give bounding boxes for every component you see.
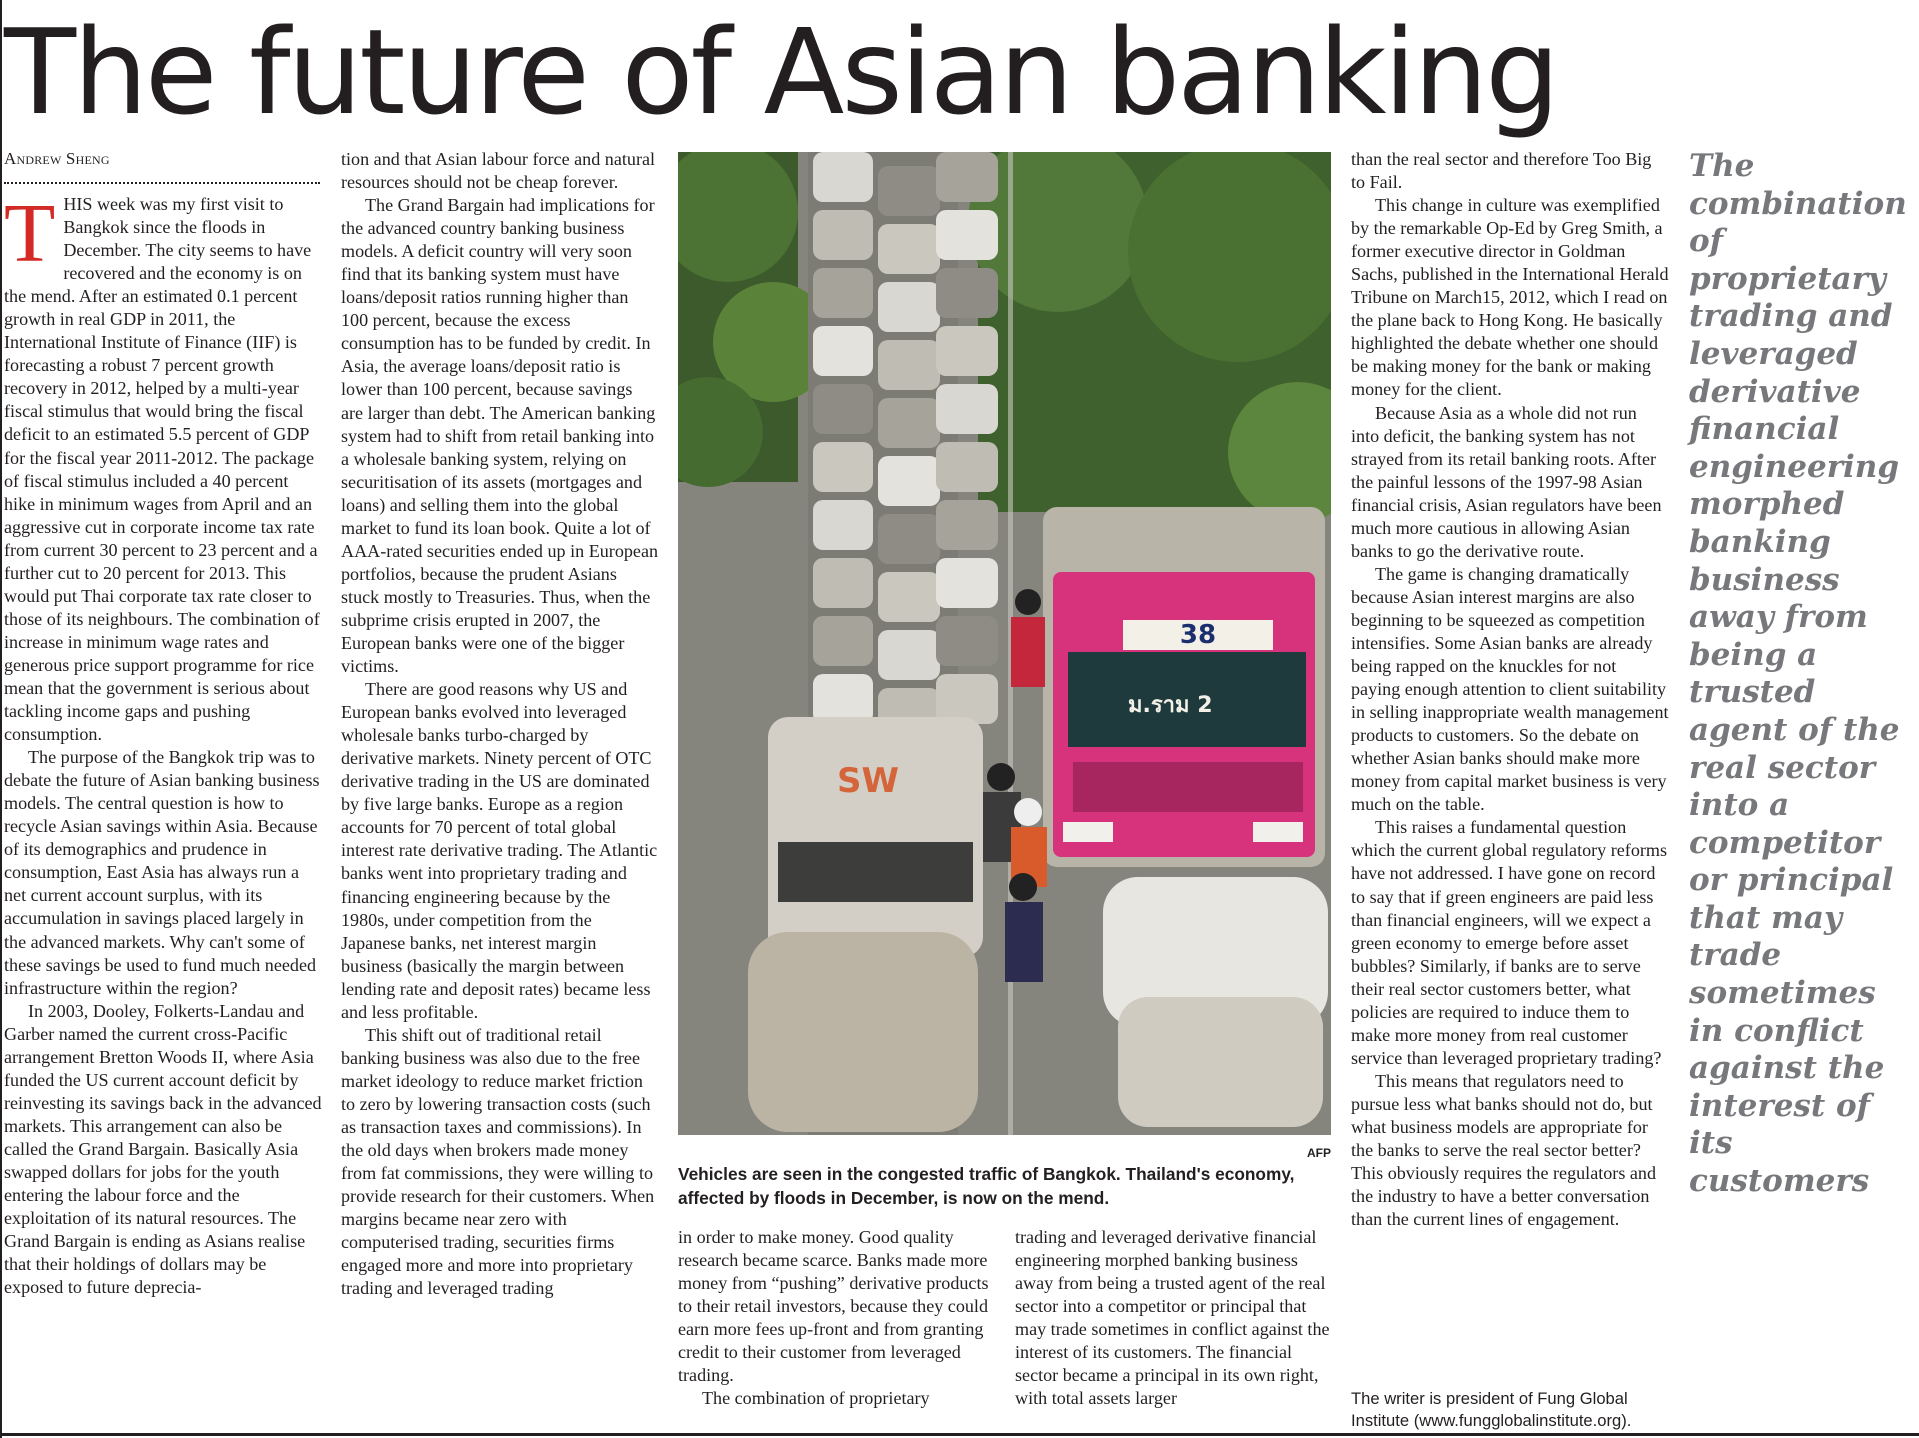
paragraph: This means that regulators need to pursue less what banks should not do, but what business models are appropriate for the banks to serve the real sector better? This obviously requires the regulators and the industry to have a better conversation than the current lines of engagement. (1351, 1070, 1657, 1230)
article-column-2 (341, 148, 659, 1300)
lead-text: HIS week was my first visit to Bangkok since the floods in December. The city seems to have recovered and the economy is on the mend. After an estimated 0.1 percent growth in real GDP in 2011, the International Institute of Finance (IIF) is forecasting a robust 7 percent growth recovery in 2012, helped by a multi-year fiscal stimulus that would bring the fiscal deficit to an estimated 5.5 percent of GDP for the fiscal year 2011-2012. The package of fiscal stimulus included a 40 percent hike in minimum wages from April and an aggressive cut in corporate income tax rate from current 30 percent to 23 percent and a further cut to 20 percent for 2013. This would put Thai corporate tax rate closer to those of its neighbours. The combination of increase in minimum wage rates and generous price support programme for rice mean that the government is serious about tackling income gaps and pushing consumption. (4, 194, 320, 745)
article-column-4 (1015, 1226, 1333, 1410)
drop-cap: T (4, 187, 56, 280)
car (878, 224, 940, 274)
car (936, 558, 998, 608)
paragraph: There are good reasons why US and European banks evolved into leveraged wholesale banks turbo-charged by derivative markets. Ninety percent of OTC derivative trading in the US are dominated by five large banks. Europe as a region accounts for 70 percent of total global interest rate derivative trading. The Atlantic banks went into proprietary trading and financing engineering because by the 1980s, under competition from the Japanese banks, net interest margin business (basically the margin between lending rate and deposit rates) became less and less profitable. (341, 679, 658, 1022)
car (878, 340, 940, 390)
bus-destination-sign: ม.ราม 2 (1128, 693, 1213, 718)
truck-logo: SW (837, 761, 899, 801)
paragraph: The Grand Bargain had implications for the advanced country banking business models. A deficit country will very soon find that its banking system must have loans/deposit ratios running higher than 100 percent, because the excess consumption has to be funded by credit. In Asia, the average loans/deposit ratio is lower than 100 percent, because savings are larger than debt. The American banking system had to shift from retail banking into a wholesale banking system, relying on securitisation of its assets (mortgages and loans) and selling them into the global market to fund its loan book. Quite a lot of AAA-rated securities ended up in European portfolios, because the prudent Asians stuck mostly to Treasuries. Thus, when the subprime crisis erupted in 2007, the European banks were one of the bigger victims. (341, 195, 659, 677)
car (813, 442, 873, 492)
car (813, 558, 873, 608)
paragraph: This raises a fundamental question which the current global regulatory reforms have not addressed. I have gone on record to say that if green engineers are paid less than financial engineers, will we expect a green economy to emerge before asset bubbles? Similarly, if banks are to serve their real sector customers better, what policies are required to induce them to make more money from real customer service than leveraged proprietary trading? (1351, 817, 1668, 1068)
car (878, 456, 940, 506)
car (813, 674, 873, 724)
paragraph: The purpose of the Bangkok trip was to debate the future of Asian banking business models. The central question is how to recycle Asian savings within Asia. Because of its demographics and prudence in consumption, East Asia has always run a net current account surplus, with its accumulation in savings placed largely in the advanced markets. Why can't some of these savings be used to fund much needed infrastructure within the region? (4, 747, 320, 998)
car (878, 398, 940, 448)
car (813, 500, 873, 550)
paragraph: This change in culture was exemplified by the remarkable Op-Ed by Greg Smith, a former executive director in Goldman Sachs, published in the International Herald Tribune on March15, 2012, which I read on the plane back to Hong Kong. He basically highlighted the debate whether one should be making money for the bank or making money for the client. (1351, 195, 1669, 400)
photo-credit: AFP (1307, 1146, 1331, 1160)
author-note: The writer is president of Fung Global Institute (www.fungglobalinstitute.org). (1351, 1389, 1632, 1430)
car (878, 630, 940, 680)
page-border (0, 0, 2, 1438)
car (936, 326, 998, 376)
car (878, 282, 940, 332)
headline: The future of Asian banking (4, 3, 1558, 141)
pull-quote: The combination of proprietary trading and leveraged derivative financial engineering morphed banking business away from being a trusted agent of the real sector into a competitor or principal that may trade sometimes in conflict against the interest of its customers (1689, 148, 1907, 1200)
car (878, 166, 940, 216)
car (878, 514, 940, 564)
car (936, 616, 998, 666)
paragraph: Because Asia as a whole did not run into deficit, the banking system has not strayed from its retail banking roots. After the painful lessons of the 1997-98 Asian financial crisis, Asian regulators have been much more cautious in allowing Asian banks to go the derivative route. (1351, 402, 1662, 561)
car (813, 326, 873, 376)
paragraph: This shift out of traditional retail banking business was also due to the free market ideology to reduce market friction to zero by lowering transaction costs (such as transaction taxes and commissions). In the old days when brokers made money from fat commissions, they were willing to provide research for their customers. When margins became near zero with computerised trading, securities firms engaged more and more into proprietary trading and leveraged trading (341, 1024, 655, 1299)
paragraph: than the real sector and therefore Too Big to Fail. (1351, 149, 1652, 193)
car (813, 152, 873, 202)
lead-paragraph (4, 187, 322, 746)
pink-bus (1043, 507, 1325, 867)
car (936, 268, 998, 318)
beige-car-front (748, 932, 978, 1132)
paragraph: trading and leveraged derivative financial engineering morphed banking business away from being a trusted agent of the real sector into a competitor or principal that may trade sometimes in conflict against the interest of its customers. The financial sector became a principal in its own right, with total assets larger (1015, 1227, 1330, 1409)
car (813, 268, 873, 318)
paragraph: The combination of proprietary (702, 1388, 930, 1409)
car (936, 674, 998, 724)
car (936, 152, 998, 202)
traffic-photo (678, 152, 1331, 1135)
white-truck (768, 717, 983, 957)
article-column-5 (1351, 148, 1669, 1231)
paragraph: in order to make money. Good quality research became scarce. Banks made more money from “pushing” derivative products to their retail investors, because they could earn more fees up-front and from granting credit to their customer from leveraged trading. (678, 1227, 989, 1386)
byline: Andrew Sheng (4, 149, 110, 168)
photo-caption: Vehicles are seen in the congested traffic of Bangkok. Thailand's economy, affected by floods in December, is now on the mend. (678, 1164, 1295, 1208)
car (813, 616, 873, 666)
car (936, 442, 998, 492)
car (936, 500, 998, 550)
paragraph: In 2003, Dooley, Folkerts-Landau and Garber named the current cross-Pacific arrangement Bretton Woods II, where Asia funded the US current account deficit by reinvesting its savings back in the advanced markets. This arrangement can also be called the Grand Bargain. Basically Asia swapped dollars for jobs for the youth entering the labour force and the exploitation of its natural resources. The Grand Bargain is ending as Asians realise that their holdings of dollars may be exposed to future deprecia- (4, 1000, 322, 1298)
car (936, 210, 998, 260)
vehicle-group (813, 152, 998, 738)
article-column-3 (678, 1226, 996, 1410)
car (813, 210, 873, 260)
white-car-right (1103, 877, 1328, 1127)
byline-rule (4, 182, 320, 184)
car (813, 384, 873, 434)
car (936, 384, 998, 434)
paragraph: tion and that Asian labour force and natural resources should not be cheap forever. (341, 149, 656, 193)
article-column-1 (4, 187, 322, 1299)
car (878, 572, 940, 622)
paragraph: The game is changing dramatically because Asian interest margins are also beginning to be squeezed as competition intensifies. Some Asian banks are already being rapped on the knuckles for not paying enough attention to client suitability in selling inappropriate wealth management products to customers. So the debate on whether Asian banks should make more money from capital market business is very much on the table. (1351, 563, 1669, 815)
page-border (0, 1433, 1919, 1436)
bus-route-number: 38 (1179, 620, 1217, 650)
